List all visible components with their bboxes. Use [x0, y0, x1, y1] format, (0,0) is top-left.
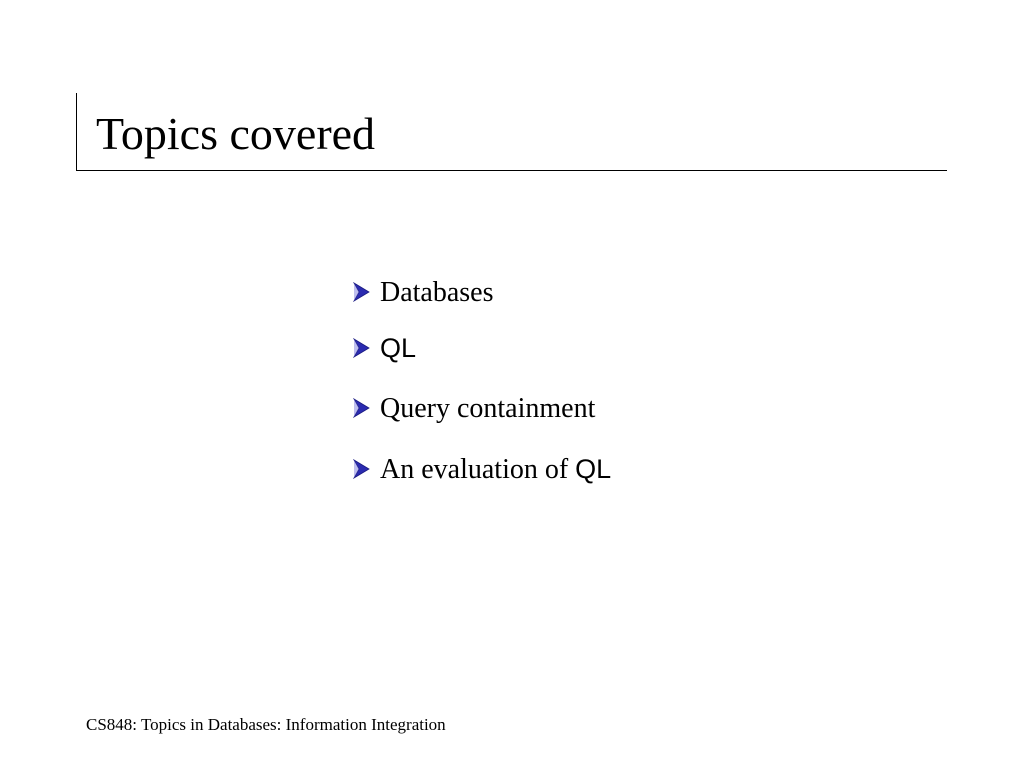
bullet-item	[352, 272, 494, 313]
title-horizontal-rule	[76, 170, 947, 171]
slide-title: Topics covered	[96, 108, 376, 159]
slide-footer: CS848: Topics in Databases: Information Integration	[86, 715, 446, 734]
bullet-item	[352, 328, 416, 369]
bullet-suffix: QL	[575, 454, 612, 484]
bullet-item	[352, 449, 611, 490]
arrow-bullet-icon	[352, 459, 370, 479]
bullet-text: Query containment	[380, 393, 596, 424]
arrow-bullet-icon	[352, 282, 370, 302]
arrow-bullet-icon	[352, 398, 370, 418]
bullet-text: An evaluation of	[380, 454, 576, 485]
arrow-bullet-icon	[352, 338, 370, 358]
bullet-suffix: QL	[380, 333, 417, 363]
bullet-text: Databases	[380, 277, 494, 308]
bullet-item	[352, 388, 595, 429]
title-vertical-rule	[76, 93, 77, 171]
